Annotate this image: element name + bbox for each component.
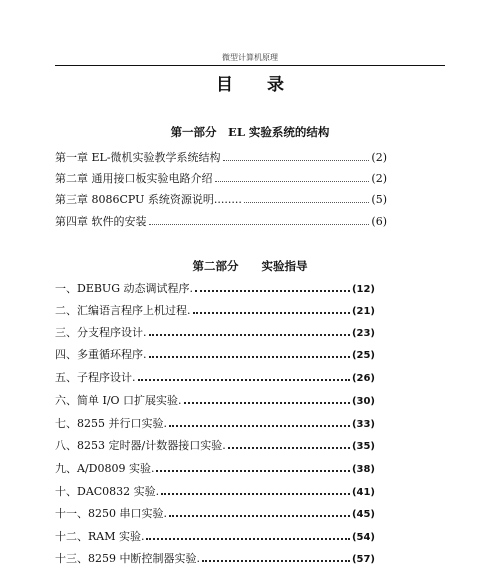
toc-entry[interactable] (55, 369, 375, 385)
entry-label: 二、汇编语言程序上机过程. (55, 304, 191, 317)
dot-leader (184, 395, 350, 404)
entry-label: 十二、RAM 实验. (55, 530, 145, 543)
entry-page: (38) (351, 464, 375, 475)
dot-leader (156, 463, 349, 472)
entry-label: 七、8255 并行口实验. (55, 417, 167, 430)
toc-entry[interactable] (55, 392, 375, 408)
entry-page: (5) (371, 193, 387, 206)
entry-label: 六、简单 I/O 口扩展实验. (55, 394, 182, 407)
entry-label: 九、A/D0809 实验. (55, 462, 155, 475)
toc-entry[interactable] (55, 170, 387, 186)
entry-label: 十一、8250 串口实验. (55, 507, 167, 520)
entry-label: 第一章 EL-微机实验教学系统结构 (55, 151, 221, 164)
dot-leader (195, 283, 350, 292)
toc-entry[interactable] (55, 346, 375, 362)
entry-page: (54) (351, 532, 375, 543)
running-header: 微型计算机原理 (55, 52, 445, 66)
toc-entry[interactable] (55, 213, 387, 229)
entry-page: (41) (351, 487, 375, 498)
dot-leader (228, 440, 350, 449)
toc-title-char-2: 录 (266, 75, 284, 95)
toc-entry[interactable] (55, 528, 375, 544)
toc-entry[interactable] (55, 302, 375, 318)
toc-entry[interactable] (55, 437, 375, 453)
entry-page: (57) (351, 554, 375, 565)
dot-leader (138, 372, 350, 381)
toc-entry[interactable] (55, 415, 375, 431)
entry-page: (25) (351, 350, 375, 361)
dot-leader (149, 349, 350, 358)
entry-label: 五、子程序设计. (55, 371, 136, 384)
toc-entry[interactable] (55, 505, 375, 521)
entry-page: (12) (351, 284, 375, 295)
dot-leader (223, 152, 370, 161)
toc-title (0, 70, 500, 95)
entry-label: 十三、8259 中断控制器实验. (55, 552, 200, 565)
toc-entry[interactable] (55, 460, 375, 476)
dot-leader (215, 173, 370, 182)
dot-leader (146, 531, 349, 540)
entry-page: (2) (371, 172, 387, 185)
entry-label: 十、DAC0832 实验. (55, 485, 160, 498)
toc-entry[interactable] (55, 483, 375, 499)
toc-entry[interactable] (55, 280, 375, 296)
dot-leader (149, 327, 350, 336)
entry-label: 第四章 软件的安装 (55, 215, 147, 228)
entry-page: (26) (351, 373, 375, 384)
dot-leader (169, 508, 350, 517)
entry-label: 八、8253 定时器/计数器接口实验. (55, 439, 226, 452)
entry-label: 四、多重循环程序. (55, 348, 147, 361)
entry-label: 第二章 通用接口板实验电路介绍 (55, 172, 213, 185)
toc-entry[interactable] (55, 191, 387, 207)
entry-page: (2) (371, 151, 387, 164)
dot-leader (244, 194, 370, 203)
entry-page: (45) (351, 509, 375, 520)
entry-page: (35) (351, 441, 375, 452)
dot-leader (161, 486, 350, 495)
entry-label: 一、DEBUG 动态调试程序. (55, 282, 193, 295)
entry-label: 三、分支程序设计. (55, 326, 147, 339)
entry-label: 第三章 8086CPU 系统资源说明........ (55, 193, 242, 206)
entry-page: (33) (351, 419, 375, 430)
toc-entry[interactable] (55, 149, 387, 165)
dot-leader (193, 305, 350, 314)
toc-entry[interactable] (55, 324, 375, 340)
dot-leader (169, 418, 350, 427)
dot-leader (202, 553, 350, 562)
entry-page: (21) (351, 306, 375, 317)
part1-title: 第一部分 EL 实验系统的结构 (170, 125, 330, 139)
entry-page: (23) (351, 328, 375, 339)
toc-title-char-1: 目 (216, 75, 234, 95)
part2-title: 第二部分 实验指导 (192, 259, 308, 273)
entry-page: (6) (371, 215, 387, 228)
dot-leader (149, 216, 370, 225)
entry-page: (30) (351, 396, 375, 407)
